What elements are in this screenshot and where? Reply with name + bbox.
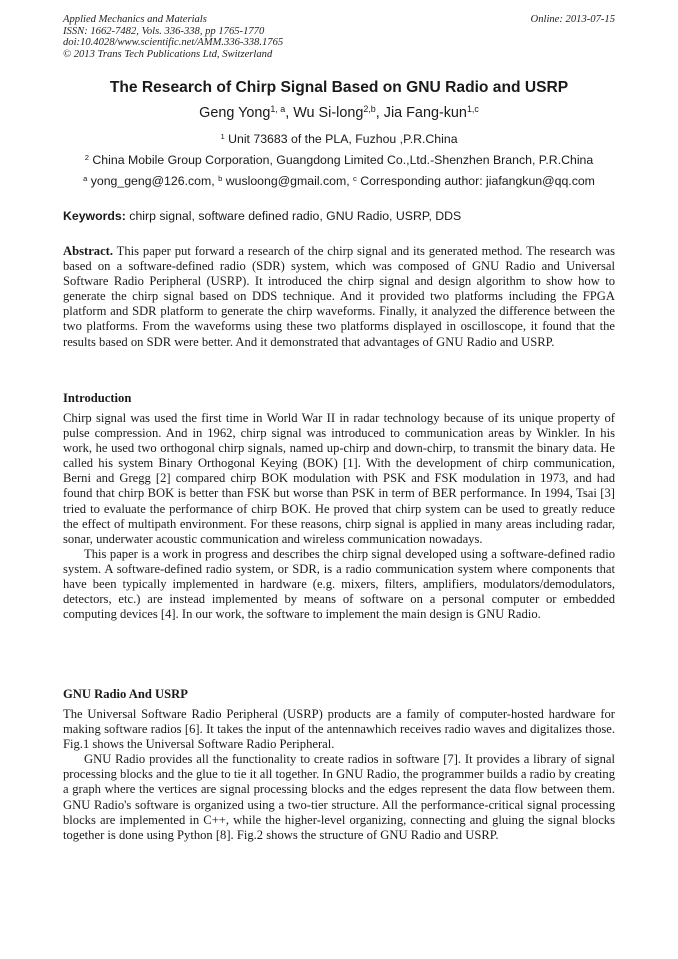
keywords-text: chirp signal, software defined radio, GNU Radio, USRP, DDS bbox=[129, 209, 462, 223]
introduction-body bbox=[63, 411, 615, 622]
email-line bbox=[30, 173, 648, 189]
email-c-sup: c bbox=[353, 173, 357, 183]
introduction-paragraph-2: This paper is a work in progress and describes the chirp signal developed using a software-defined radio system. A software-defined radio system, or SDR, is a radio communication system where components that have been typically implemented in hardware (e.g. mixers, filters, amplifiers, modulators/demodulators, detectors, etc.) are instead implemented by means of software on a personal computer or embedded computing devices [4]. In our work, the software to implement the main design is GNU Radio. bbox=[63, 546, 615, 622]
email-b: wusloong@gmail.com, bbox=[225, 174, 350, 188]
journal-issn: ISSN: 1662-7482, Vols. 336-338, pp 1765-1770 bbox=[63, 25, 265, 37]
email-a-sup: a bbox=[83, 173, 88, 183]
affiliation-1-text: Unit 73683 of the PLA, Fuzhou ,P.R.China bbox=[228, 132, 458, 146]
affiliation-2 bbox=[30, 152, 648, 168]
gnu-radio-heading: GNU Radio And USRP bbox=[63, 687, 188, 701]
keywords-label: Keywords: bbox=[63, 209, 126, 223]
introduction-paragraph-1: Chirp signal was used the first time in World War II in radar technology because of its unique property of pulse compression. And in 1962, chirp signal was introduced to communication areas by Winkler. In his work, he used two orthogonal chirp signals, named up-chirp and down-chirp, to transmit the binary data. He called his system Binary Orthogonal Keying (BOK) [1]. With the development of chirp communication, Berni and Gregg [2] compared chirp BOK modulation with PSK and FSK modulation in 1973, and had found that chirp BOK is better than FSK but worse than PSK in term of BER performance. In 1994, Tsai [3] tried to evaluate the performance of chirp BOK. He proved that chirp system can be used to greatly reduce the effect of multipath environment. For these reasons, chirp signal is applied in many areas including radar, sonar, underwater acoustic communication and wireless communication nowadays. bbox=[63, 411, 615, 546]
keywords bbox=[63, 208, 615, 224]
affiliation-1-sup: 1 bbox=[220, 131, 225, 141]
author-line: Geng Yong$^{1, a}$, Wu Si-long$^{2,b}$, Jia Fang-kun$^{1,c}$ bbox=[199, 104, 479, 121]
paper-title: The Research of Chirp Signal Based on GNU Radio and USRP bbox=[109, 79, 569, 96]
journal-doi: doi:10.4028/www.scientific.net/AMM.336-338.1765 bbox=[63, 37, 284, 49]
author-2-sup: 2,b bbox=[363, 104, 376, 115]
gnu-radio-paragraph-1: The Universal Software Radio Peripheral (USRP) products are a family of computer-hosted hardware for making software radios [6]. It takes the input of the antennawhich receives radio waves and digitalizes those. Fig.1 shows the Universal Software Radio Peripheral. bbox=[63, 707, 615, 752]
author-3-sup: 1,c bbox=[466, 104, 479, 115]
affiliation-2-text: China Mobile Group Corporation, Guangdong Limited Co.,Ltd.-Shenzhen Branch, P.R.China bbox=[92, 153, 594, 167]
abstract-text: This paper put forward a research of the chirp signal and its generated method. The research was based on a software-defined radio (SDR) system, which was composed of GNU Radio and Universal Software Radio Peripheral (USRP). It introduced the chirp signal and design algorithm to show how to generate the chirp signal based on DDS technique. And it provided two platforms including the FPGA platform and SDR platform to generate the chirp waveforms. Finally, it analyzed the difference between the two platforms. From the waveforms using these two platforms displayed in oscilloscope, it found that the results based on SDR were better. And it demonstrated that advantages of GNU Radio and USRP. bbox=[63, 244, 615, 349]
author-1-sup: 1, a bbox=[270, 104, 286, 115]
introduction-heading: Introduction bbox=[63, 391, 132, 405]
author-2: Wu Si-long bbox=[293, 105, 364, 121]
gnu-radio-body bbox=[63, 707, 615, 843]
affiliation-1 bbox=[30, 131, 648, 147]
abstract bbox=[63, 244, 615, 350]
journal-name: Applied Mechanics and Materials bbox=[63, 14, 207, 25]
online-date: Online: 2013-07-15 bbox=[530, 14, 615, 25]
affiliation-2-sup: 2 bbox=[84, 152, 89, 162]
email-b-sup: b bbox=[218, 173, 223, 183]
author-1: Geng Yong bbox=[199, 105, 271, 121]
email-c: Corresponding author: jiafangkun@qq.com bbox=[360, 174, 595, 188]
email-a: yong_geng@126.com, bbox=[90, 174, 215, 188]
author-3: Jia Fang-kun bbox=[383, 105, 467, 121]
journal-header bbox=[63, 14, 483, 60]
gnu-radio-paragraph-2: GNU Radio provides all the functionality to create radios in software [7]. It provides a library of signal processing blocks and the glue to tie it all together. In GNU Radio, the programmer builds a radio by creating a graph where the vertices are signal processing blocks and the edges represent the data flow between them. GNU Radio's software is organized using a two-tier structure. All the performance-critical signal processing blocks are implemented in C++, while the higher-level organizing, connecting and gluing the signal blocks together is done using Python [8]. Fig.2 shows the structure of GNU Radio and USRP. bbox=[63, 752, 615, 842]
abstract-label: Abstract. bbox=[63, 244, 114, 258]
journal-copyright: © 2013 Trans Tech Publications Ltd, Switzerland bbox=[63, 48, 273, 60]
